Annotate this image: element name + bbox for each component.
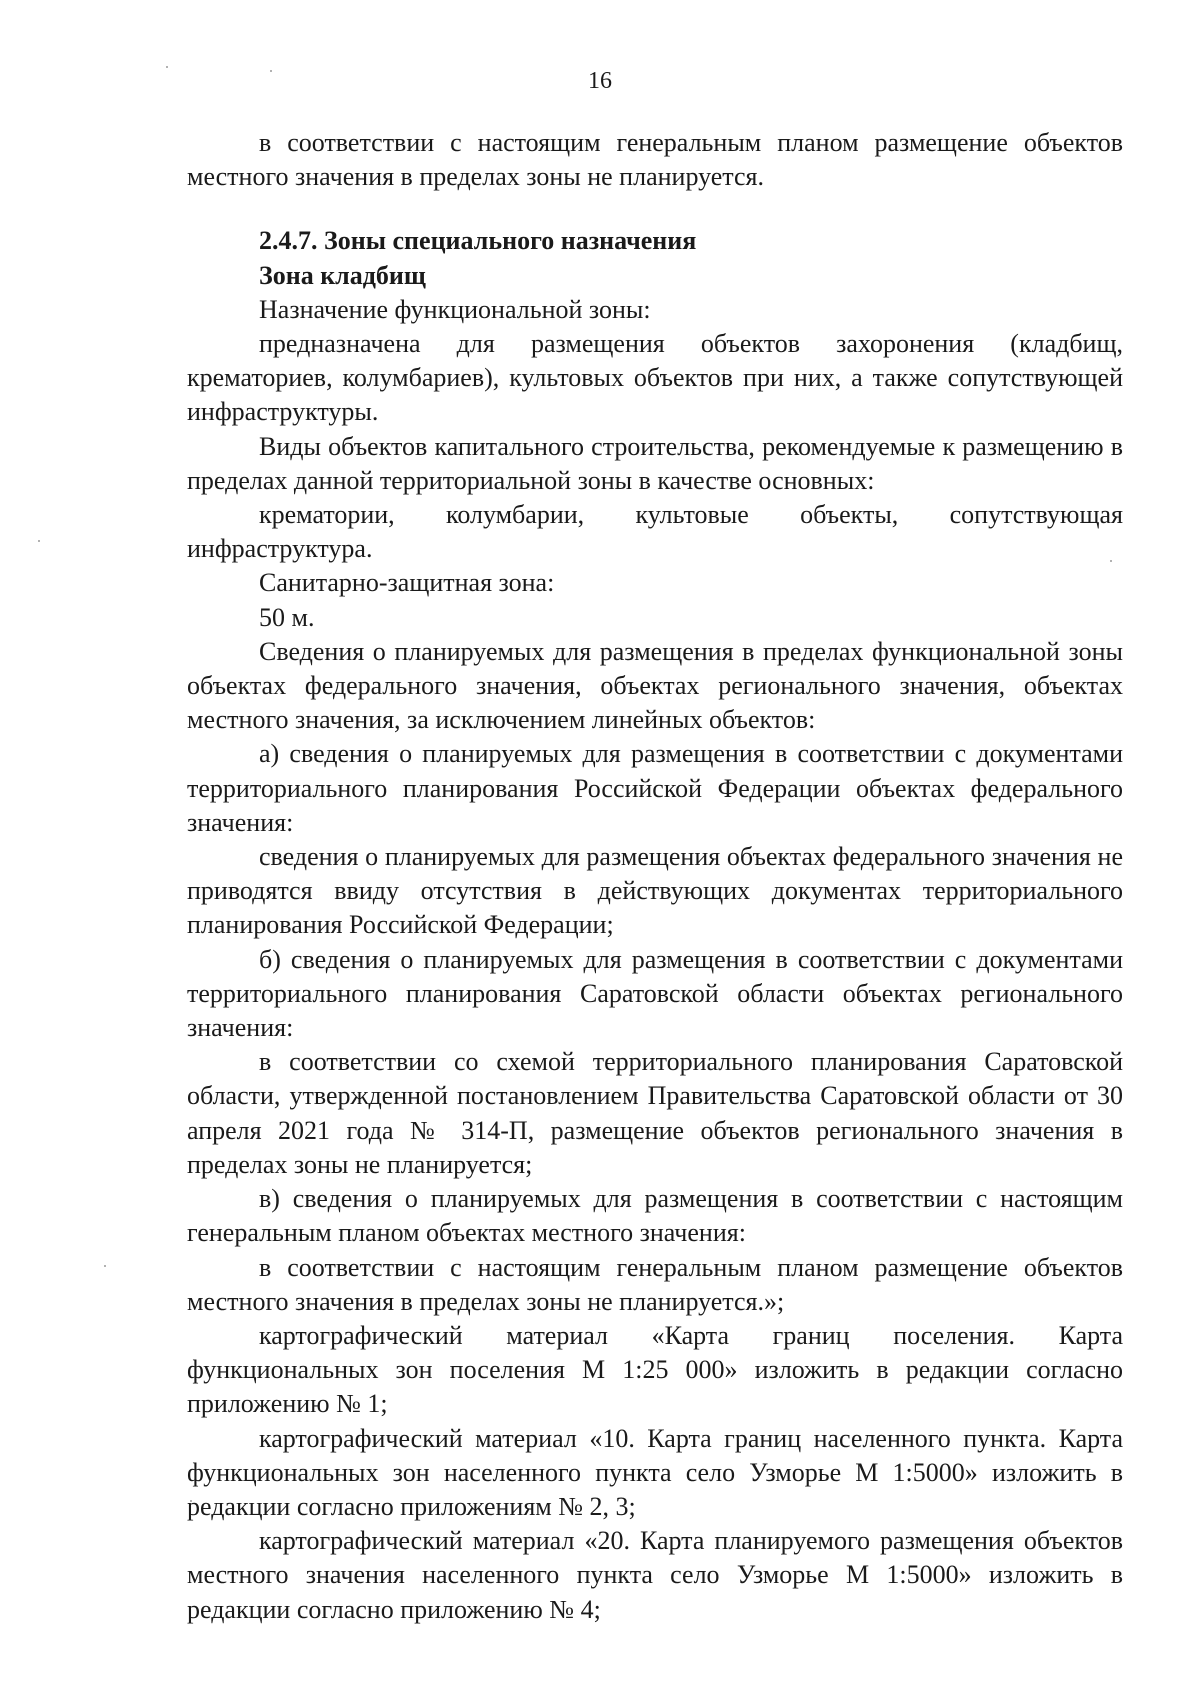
paragraph: Назначение функциональной зоны: <box>259 294 651 324</box>
list-item-b: б) сведения о планируемых для размещения в соответствии с документами территориального планирования Саратовской области объектах регионального значения: <box>187 944 1123 1043</box>
paragraph: картографический материал «10. Карта границ населенного пункта. Карта функциональных зон населенного пункта село Узморье М 1:5000» изложить в редакции согласно приложениям № 2, 3; <box>187 1423 1123 1521</box>
paragraph: Виды объектов капитального строительства, рекомендуемые к размещению в пределах данной территориальной зоны в качестве основных: <box>187 431 1123 495</box>
scan-speck <box>166 66 168 68</box>
document-body <box>187 126 1123 1627</box>
spacer <box>187 194 1123 224</box>
page-number: 16 <box>588 68 612 94</box>
paragraph: 50 м. <box>259 602 315 632</box>
paragraph: Сведения о планируемых для размещения в пределах функциональной зоны объектах федерального значения, объектах регионального значения, объектах местного значения, за исключением линейных объектов: <box>187 636 1123 735</box>
scan-speck <box>38 540 40 542</box>
paragraph: картографический материал «20. Карта планируемого размещения объектов местного значения населенного пункта село Узморье М 1:5000» изложить в редакции согласно приложению № 4; <box>187 1526 1123 1624</box>
section-heading: 2.4.7. Зоны специального назначения <box>259 226 697 256</box>
paragraph: в соответствии с настоящим генеральным планом размещение объектов местного значения в пределах зоны не планируется.»; <box>187 1252 1123 1316</box>
subsection-heading: Зона кладбищ <box>259 260 426 290</box>
paragraph: сведения о планируемых для размещения объектах федерального значения не приводятся ввиду отсутствия в действующих документах территориального планирования Российской Федерации; <box>187 842 1123 940</box>
paragraph: в соответствии со схемой территориального планирования Саратовской области, утвержденной постановлением Правительства Саратовской области от 30 апреля 2021 года № 314-П, размещение объектов регионального значения в пределах зоны не планируется; <box>187 1047 1123 1179</box>
list-item-a: а) сведения о планируемых для размещения в соответствии с документами территориального планирования Российской Федерации объектах федерального значения: <box>187 739 1123 837</box>
scan-speck <box>270 70 272 72</box>
paragraph: предназначена для размещения объектов захоронения (кладбищ, крематориев, колумбариев), культовых объектов при них, а также сопутствующей инфраструктуры. <box>187 329 1123 427</box>
list-item-v: в) сведения о планируемых для размещения в соответствии с настоящим генеральным планом объектах местного значения: <box>187 1184 1123 1248</box>
paragraph: Санитарно-защитная зона: <box>259 568 555 598</box>
paragraph: в соответствии с настоящим генеральным планом размещение объектов местного значения в пределах зоны не планируется. <box>187 128 1123 192</box>
paragraph: крематории, колумбарии, культовые объекты, сопутствующая инфраструктура. <box>187 500 1123 564</box>
scan-speck <box>104 1265 106 1267</box>
paragraph: картографический материал «Карта границ поселения. Карта функциональных зон поселения М 1:25 000» изложить в редакции согласно приложению № 1; <box>187 1320 1123 1419</box>
